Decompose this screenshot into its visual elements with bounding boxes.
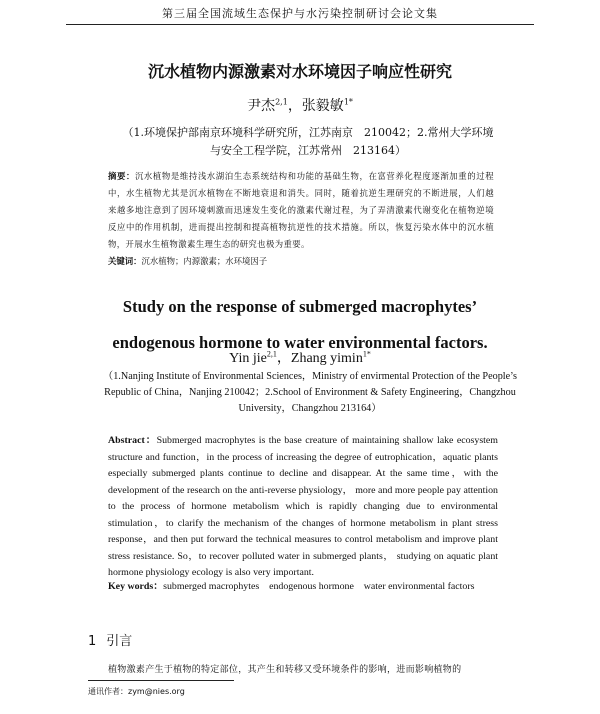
keywords-english xyxy=(108,580,498,594)
introduction-paragraph: 植物激素产生于植物的特定部位，其产生和转移又受环境条件的影响，进而影响植物的 xyxy=(108,665,462,675)
abstract-chinese xyxy=(108,168,494,253)
title-chinese: 沉水植物内源激素对水环境因子响应性研究 xyxy=(147,62,452,81)
title-en-line-1: Study on the response of submerged macrophytes’ xyxy=(122,297,478,316)
author-separator-en: ， xyxy=(276,351,291,366)
running-header: 第三届全国流域生态保护与水污染控制研讨会论文集 xyxy=(162,7,438,20)
affiliation-english: （1.Nanjing Institute of Environmental Sciences，Ministry of envirmental Protection of the People’s Republic of China，Nanjing 210042；2.School of Environment & Safety Engineering，Changzhou University，Changzhou 213164） xyxy=(103,371,517,414)
author-1-zh-sup: 2,1 xyxy=(275,97,288,107)
author-2-zh: 张毅敏 xyxy=(301,98,344,114)
keywords-en-label: Key words： xyxy=(108,581,164,592)
abstract-english xyxy=(108,433,498,582)
abstract-en-text: Submerged macrophytes is the base creature of maintaining shallow lake ecosystem structure and function，in the process of increasing the degree of eutrophication，aquatic plants especially submerged plants continue to decline and disappear. At the same time，with the development of the research on the anti-reverse physiology， more and more people pay attention to the process of hormone metabolism which is rapidly changing due to environmental stimulation，to clarify the mechanism of the changes of hormone metabolism in plant stress response，and then put forward the technical measures to control metabolism and improve plant stress resistance. So，to recover polluted water in submerged plants， studying on aquatic plant hormone physiology ecology is also very important. xyxy=(108,435,498,578)
abstract-en-label: Abstract： xyxy=(108,435,157,446)
authors-chinese xyxy=(0,95,600,115)
author-1-zh: 尹杰 xyxy=(247,98,276,114)
footnote-email: zym@nies.org xyxy=(128,687,185,696)
section-number: 1 xyxy=(88,634,97,649)
author-2-en-sup: 1* xyxy=(362,349,371,359)
affiliation-chinese: （1.环境保护部南京环境科学研究所，江苏南京 210042；2.常州大学环境与安全工程学院，江苏常州 213164） xyxy=(122,126,494,157)
title-en-line-2: endogenous hormone to water environmental factors. xyxy=(112,333,488,352)
section-heading-introduction xyxy=(88,630,132,649)
keywords-zh-text: 沉水植物；内源激素；水环境因子 xyxy=(141,256,268,266)
header-rule xyxy=(66,24,534,25)
author-1-en-sup: 2,1 xyxy=(266,349,277,359)
abstract-zh-text: 沉水植物是维持浅水湖泊生态系统结构和功能的基础生物，在富营养化程度逐渐加重的过程中，水生植物尤其是沉水植物在不断地衰退和消失。同时，随着抗逆生理研究的不断进展，人们越来越多地注意到了因环境刺激而迅速发生变化的激素代谢过程，为了弄清激素代谢变化在植物逆境反应中的作用机制，进而提出控制和提高植物抗逆性的技术措施。所以，恢复污染水体中的沉水植物，开展水生植物激素生理生态的研究也极为重要。 xyxy=(108,171,495,249)
section-title: 引言 xyxy=(106,634,133,649)
abstract-zh-label: 摘要： xyxy=(108,171,135,181)
author-2-en: Zhang yimin xyxy=(290,351,363,366)
keywords-zh-label: 关键词： xyxy=(108,256,142,266)
footnote-rule xyxy=(88,680,234,681)
authors-english xyxy=(0,347,600,367)
keywords-chinese xyxy=(108,255,494,267)
footnote-corresponding-author xyxy=(88,686,185,697)
author-2-zh-sup: 1* xyxy=(343,97,353,107)
author-1-en: Yin jie xyxy=(229,351,267,366)
footnote-label: 通讯作者： xyxy=(88,687,128,696)
author-separator-zh: ， xyxy=(287,98,302,114)
keywords-en-text: submerged macrophytes endogenous hormone water environmental factors xyxy=(163,581,475,592)
